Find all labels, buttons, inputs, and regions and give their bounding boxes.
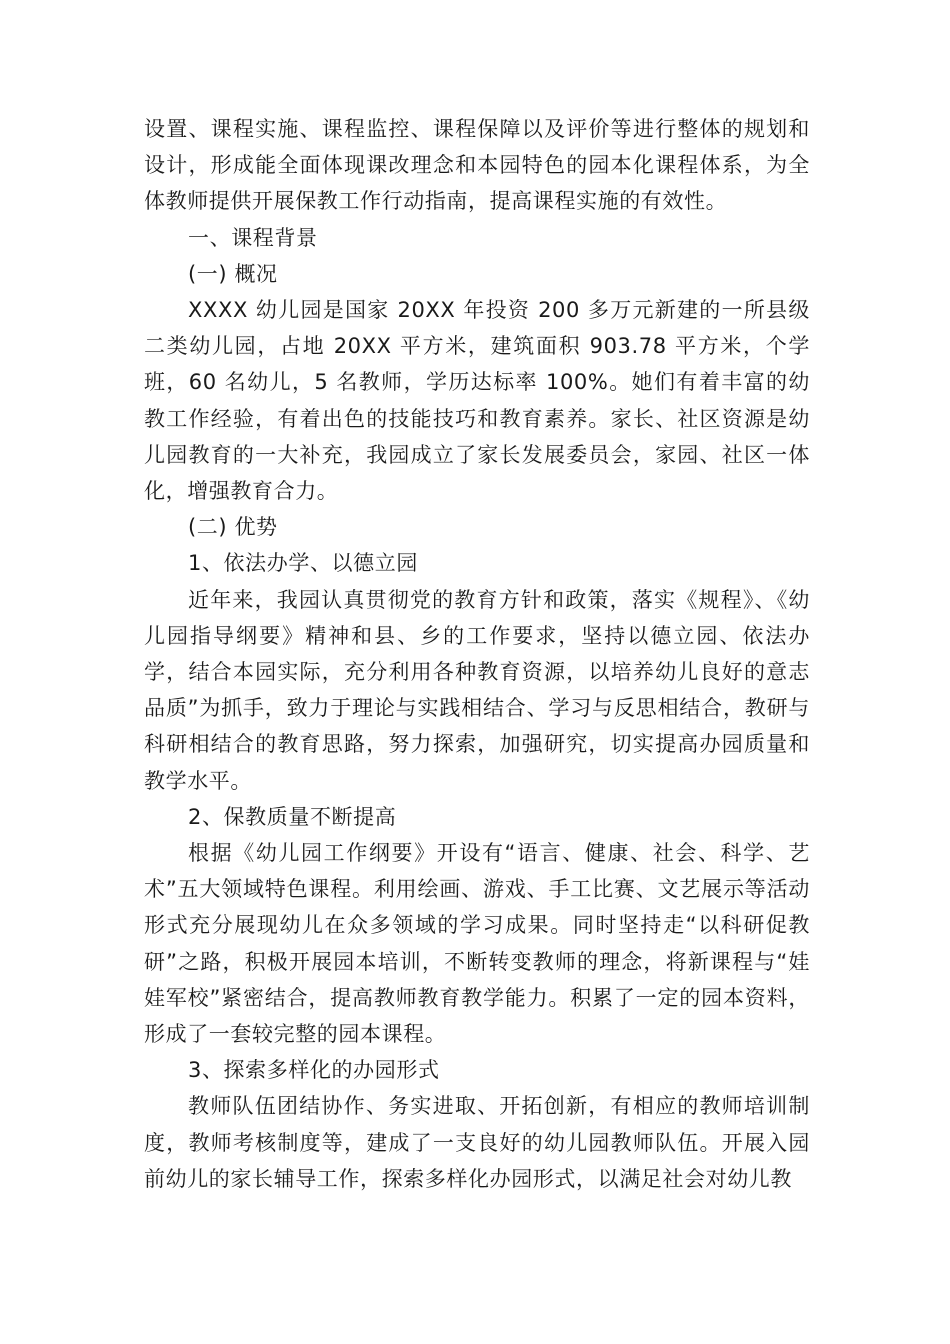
item-heading-1: 1、依法办学、以德立园 xyxy=(188,551,418,576)
item-heading-2: 2、保教质量不断提高 xyxy=(188,804,397,829)
body-paragraph-continued: 设置、课程实施、课程监控、课程保障以及评价等进行整体的规划和设计，形成能全面体现课改理念和本园特色的园本化课程体系，为全体教师提供开展保教工作行动指南，提高课程实施的有效性。 xyxy=(144,117,810,214)
body-paragraph-item-3: 教师队伍团结协作、务实进取、开拓创新，有相应的教师培训制度，教师考核制度等，建成了一支良好的幼儿园教师队伍。开展入园前幼儿的家长辅导工作，探索多样化办园形式，以满足社会对幼儿教 xyxy=(144,1094,810,1191)
item-heading-3: 3、探索多样化的办园形式 xyxy=(188,1058,440,1083)
body-paragraph-item-2: 根据《幼儿园工作纲要》开设有“语言、健康、社会、科学、艺术”五大领域特色课程。利用绘画、游戏、手工比赛、文艺展示等活动形式充分展现幼儿在众多领域的学习成果。同时坚持走“以科研促教研”之路，积极开展园本培训，不断转变教师的理念，将新课程与“娃娃军校”紧密结合，提高教师教育教学能力。积累了一定的园本资料，形成了一套较完整的园本课程。 xyxy=(144,841,810,1047)
section-heading-course-background: 一、课程背景 xyxy=(188,225,318,250)
body-paragraph-overview: XXXX 幼儿园是国家 20XX 年投资 200 多万元新建的一所县级二类幼儿园，占地 20XX 平方米，建筑面积 903.78 平方米，个学班，60 名幼儿，5 名教师，学历达标率 100%。她们有着丰富的幼教工作经验，有着出色的技能技巧和教育素养。家长、社区资源是幼儿园教育的一大补充，我园成立了家长发展委员会，家园、社区一体化，增强教育合力。 xyxy=(144,298,810,504)
subsection-heading-overview: (一) 概况 xyxy=(188,261,278,286)
body-paragraph-item-1: 近年来，我园认真贯彻党的教育方针和政策，落实《规程》、《幼儿园指导纲要》精神和县、乡的工作要求，坚持以德立园、依法办学，结合本园实际，充分利用各种教育资源，以培养幼儿良好的意志品质”为抓手，致力于理论与实践相结合、学习与反思相结合，教研与科研相结合的教育思路，努力探索，加强研究，切实提高办园质量和教学水平。 xyxy=(144,587,810,793)
subsection-heading-advantages: (二) 优势 xyxy=(188,515,278,540)
document-body xyxy=(144,111,810,1197)
